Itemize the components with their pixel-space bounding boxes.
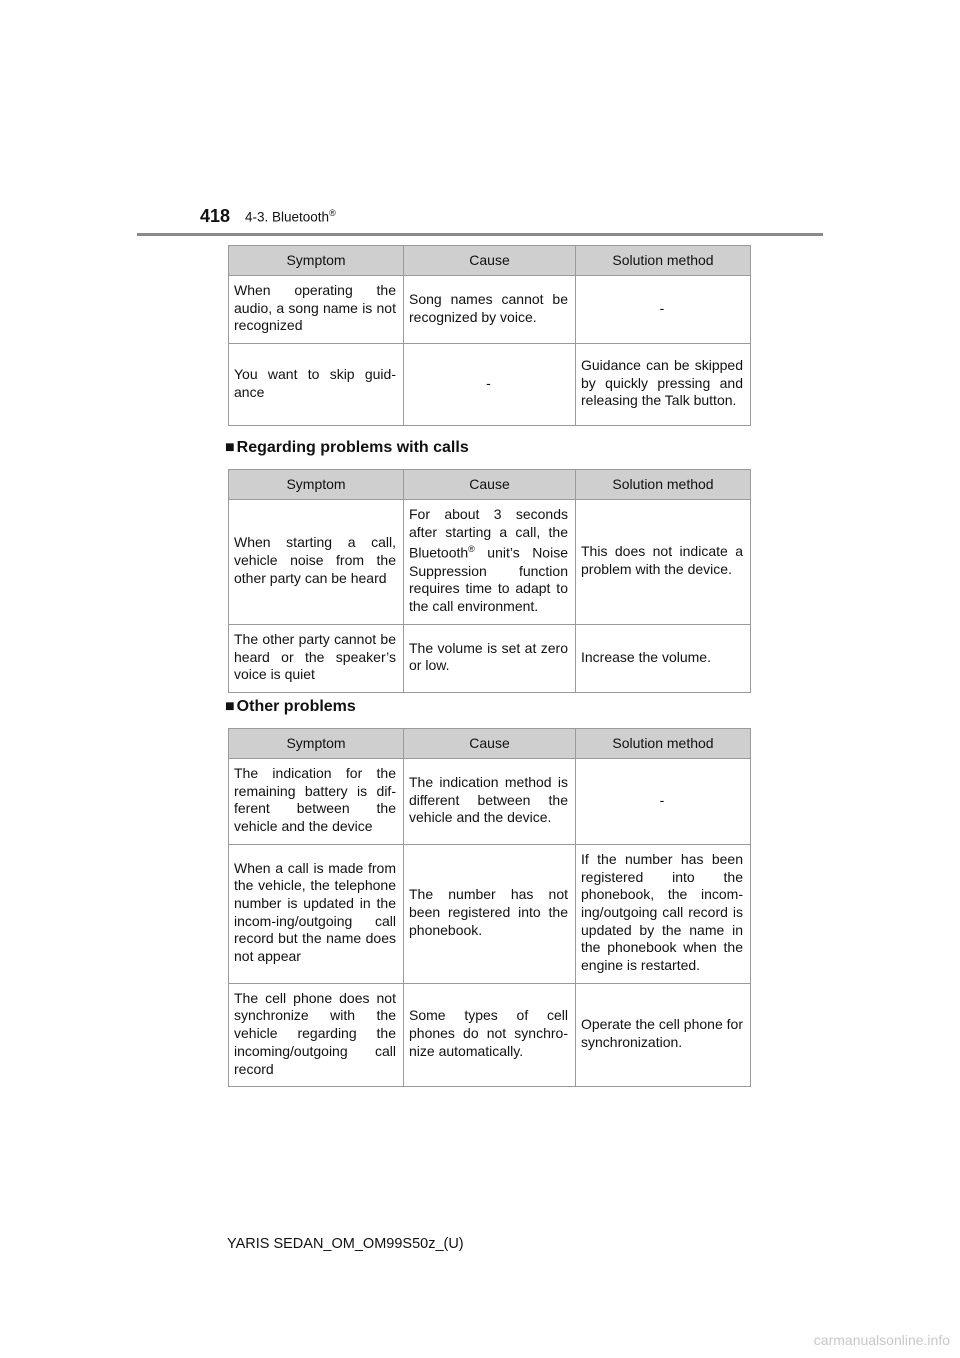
table-row: [229, 759, 751, 845]
solution-cell: Operate the cell phone for synchronization.: [576, 983, 751, 1087]
heading-other-problems: [225, 698, 356, 716]
column-header-symptom: Symptom: [229, 470, 404, 500]
section-label: [245, 208, 336, 225]
footer-model-code: YARIS SEDAN_OM_OM99S50z_(U): [227, 1236, 464, 1252]
solution-cell: If the number has been registered into the phonebook, the incom-ing/outgoing call record is updated by the name in the phonebook when the engine is restarted.: [576, 844, 751, 983]
symptom-cell: The other party cannot be heard or the speaker’s voice is quiet: [229, 624, 404, 692]
heading-text: Other problems: [236, 698, 356, 715]
section-label-text: 4-3. Bluetooth: [245, 209, 330, 225]
column-header-solution: Solution method: [576, 470, 751, 500]
cause-text-end: unit’s Noise Suppression function requires time to adapt to the call environment.: [409, 545, 568, 615]
column-header-solution: Solution method: [576, 246, 751, 276]
page-number: 418: [200, 206, 231, 226]
table-row: [229, 344, 751, 426]
heading-call-problems: [225, 439, 469, 457]
call-problems-table: [228, 469, 751, 693]
table-row: [229, 276, 751, 344]
cause-cell: [404, 500, 576, 625]
solution-cell: Increase the volume.: [576, 624, 751, 692]
voice-problems-table: [228, 245, 751, 426]
table-row: [229, 983, 751, 1087]
solution-cell: Guidance can be skipped by quickly pressing and releasing the Talk button.: [576, 344, 751, 426]
cause-cell: Some types of cell phones do not synchro-nize automatically.: [404, 983, 576, 1087]
square-bullet-icon: ■: [225, 439, 235, 456]
heading-text: Regarding problems with calls: [236, 439, 469, 456]
cause-cell: The number has not been registered into the phonebook.: [404, 844, 576, 983]
solution-cell: This does not indicate a problem with the device.: [576, 500, 751, 625]
column-header-cause: Cause: [404, 729, 576, 759]
cause-cell: Song names cannot be recognized by voice.: [404, 276, 576, 344]
registered-mark: ®: [468, 544, 475, 555]
table-header-row: [229, 246, 751, 276]
cause-cell: -: [404, 344, 576, 426]
symptom-cell: When starting a call, vehicle noise from the other party can be heard: [229, 500, 404, 625]
table-row: [229, 500, 751, 625]
column-header-solution: Solution method: [576, 729, 751, 759]
table-row: [229, 844, 751, 983]
column-header-cause: Cause: [404, 470, 576, 500]
table-row: [229, 624, 751, 692]
square-bullet-icon: ■: [225, 698, 235, 715]
other-problems-table: [228, 728, 751, 1087]
symptom-cell: When a call is made from the vehicle, the telephone number is updated in the incom-ing/outgoing call record but the name does not appear: [229, 844, 404, 983]
registered-mark: ®: [329, 208, 336, 218]
table-header-row: [229, 729, 751, 759]
symptom-cell: When operating the audio, a song name is not recognized: [229, 276, 404, 344]
column-header-symptom: Symptom: [229, 246, 404, 276]
column-header-symptom: Symptom: [229, 729, 404, 759]
solution-cell: -: [576, 276, 751, 344]
header-rule: [137, 233, 823, 236]
solution-cell: -: [576, 759, 751, 845]
symptom-cell: You want to skip guid-ance: [229, 344, 404, 426]
watermark: carmanualsonline.info: [813, 1332, 950, 1348]
cause-cell: The indication method is different between the vehicle and the device.: [404, 759, 576, 845]
cause-cell: The volume is set at zero or low.: [404, 624, 576, 692]
symptom-cell: The cell phone does not synchronize with the vehicle regarding the incoming/outgoing call record: [229, 983, 404, 1087]
cause-text-start: For about 3 seconds after starting a call, the Bluetooth: [409, 506, 568, 562]
column-header-cause: Cause: [404, 246, 576, 276]
symptom-cell: The indication for the remaining battery is dif-ferent between the vehicle and the device: [229, 759, 404, 845]
table-header-row: [229, 470, 751, 500]
